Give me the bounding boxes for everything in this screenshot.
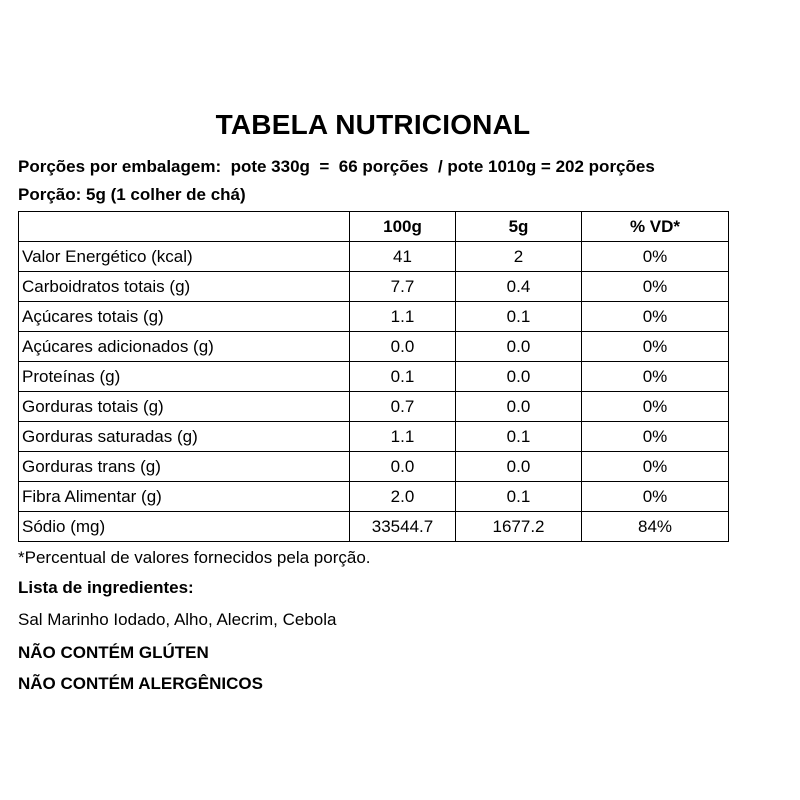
value-vd: 84%	[582, 512, 729, 542]
table-row	[19, 452, 729, 482]
value-vd: 0%	[582, 362, 729, 392]
value-5g: 0.0	[456, 392, 582, 422]
value-5g: 0.0	[456, 332, 582, 362]
value-vd: 0%	[582, 452, 729, 482]
header-nutrient	[19, 212, 350, 242]
nutrient-label: Valor Energético (kcal)	[19, 242, 350, 272]
value-vd: 0%	[582, 482, 729, 512]
value-5g: 0.1	[456, 302, 582, 332]
nutrition-label	[18, 108, 728, 699]
value-5g: 0.1	[456, 422, 582, 452]
page-title: TABELA NUTRICIONAL	[215, 109, 531, 140]
header-100g: 100g	[350, 212, 456, 242]
value-100g: 0.7	[350, 392, 456, 422]
nutrition-table	[18, 211, 729, 542]
ingredients-list: Sal Marinho Iodado, Alho, Alecrim, Cebola	[18, 610, 337, 629]
nutrient-label: Gorduras trans (g)	[19, 452, 350, 482]
nutrient-label: Sódio (mg)	[19, 512, 350, 542]
nutrient-label: Açúcares adicionados (g)	[19, 332, 350, 362]
allergen-warning: NÃO CONTÉM ALERGÊNICOS	[18, 674, 263, 693]
nutrient-label: Proteínas (g)	[19, 362, 350, 392]
table-row	[19, 272, 729, 302]
servings-per-package: Porções por embalagem: pote 330g = 66 porções / pote 1010g = 202 porções	[18, 157, 655, 176]
table-row	[19, 482, 729, 512]
value-100g: 41	[350, 242, 456, 272]
value-100g: 0.0	[350, 332, 456, 362]
value-100g: 0.1	[350, 362, 456, 392]
gluten-warning: NÃO CONTÉM GLÚTEN	[18, 643, 209, 662]
nutrient-label: Carboidratos totais (g)	[19, 272, 350, 302]
nutrient-label: Fibra Alimentar (g)	[19, 482, 350, 512]
value-vd: 0%	[582, 302, 729, 332]
table-row	[19, 512, 729, 542]
value-100g: 33544.7	[350, 512, 456, 542]
value-5g: 1677.2	[456, 512, 582, 542]
value-vd: 0%	[582, 272, 729, 302]
table-row	[19, 302, 729, 332]
value-5g: 2	[456, 242, 582, 272]
value-100g: 1.1	[350, 422, 456, 452]
table-row	[19, 362, 729, 392]
value-5g: 0.4	[456, 272, 582, 302]
nutrient-label: Gorduras totais (g)	[19, 392, 350, 422]
value-100g: 0.0	[350, 452, 456, 482]
nutrient-label: Gorduras saturadas (g)	[19, 422, 350, 452]
value-5g: 0.1	[456, 482, 582, 512]
header-vd: % VD*	[582, 212, 729, 242]
table-row	[19, 242, 729, 272]
table-row	[19, 422, 729, 452]
table-header-row	[19, 212, 729, 242]
value-100g: 7.7	[350, 272, 456, 302]
value-vd: 0%	[582, 242, 729, 272]
value-vd: 0%	[582, 392, 729, 422]
ingredients-title: Lista de ingredientes:	[18, 578, 194, 597]
value-100g: 1.1	[350, 302, 456, 332]
header-5g: 5g	[456, 212, 582, 242]
table-row	[19, 332, 729, 362]
value-vd: 0%	[582, 422, 729, 452]
value-vd: 0%	[582, 332, 729, 362]
footnote: *Percentual de valores fornecidos pela porção.	[18, 548, 371, 567]
serving-size: Porção: 5g (1 colher de chá)	[18, 185, 246, 204]
value-5g: 0.0	[456, 362, 582, 392]
value-5g: 0.0	[456, 452, 582, 482]
value-100g: 2.0	[350, 482, 456, 512]
table-row	[19, 392, 729, 422]
nutrient-label: Açúcares totais (g)	[19, 302, 350, 332]
